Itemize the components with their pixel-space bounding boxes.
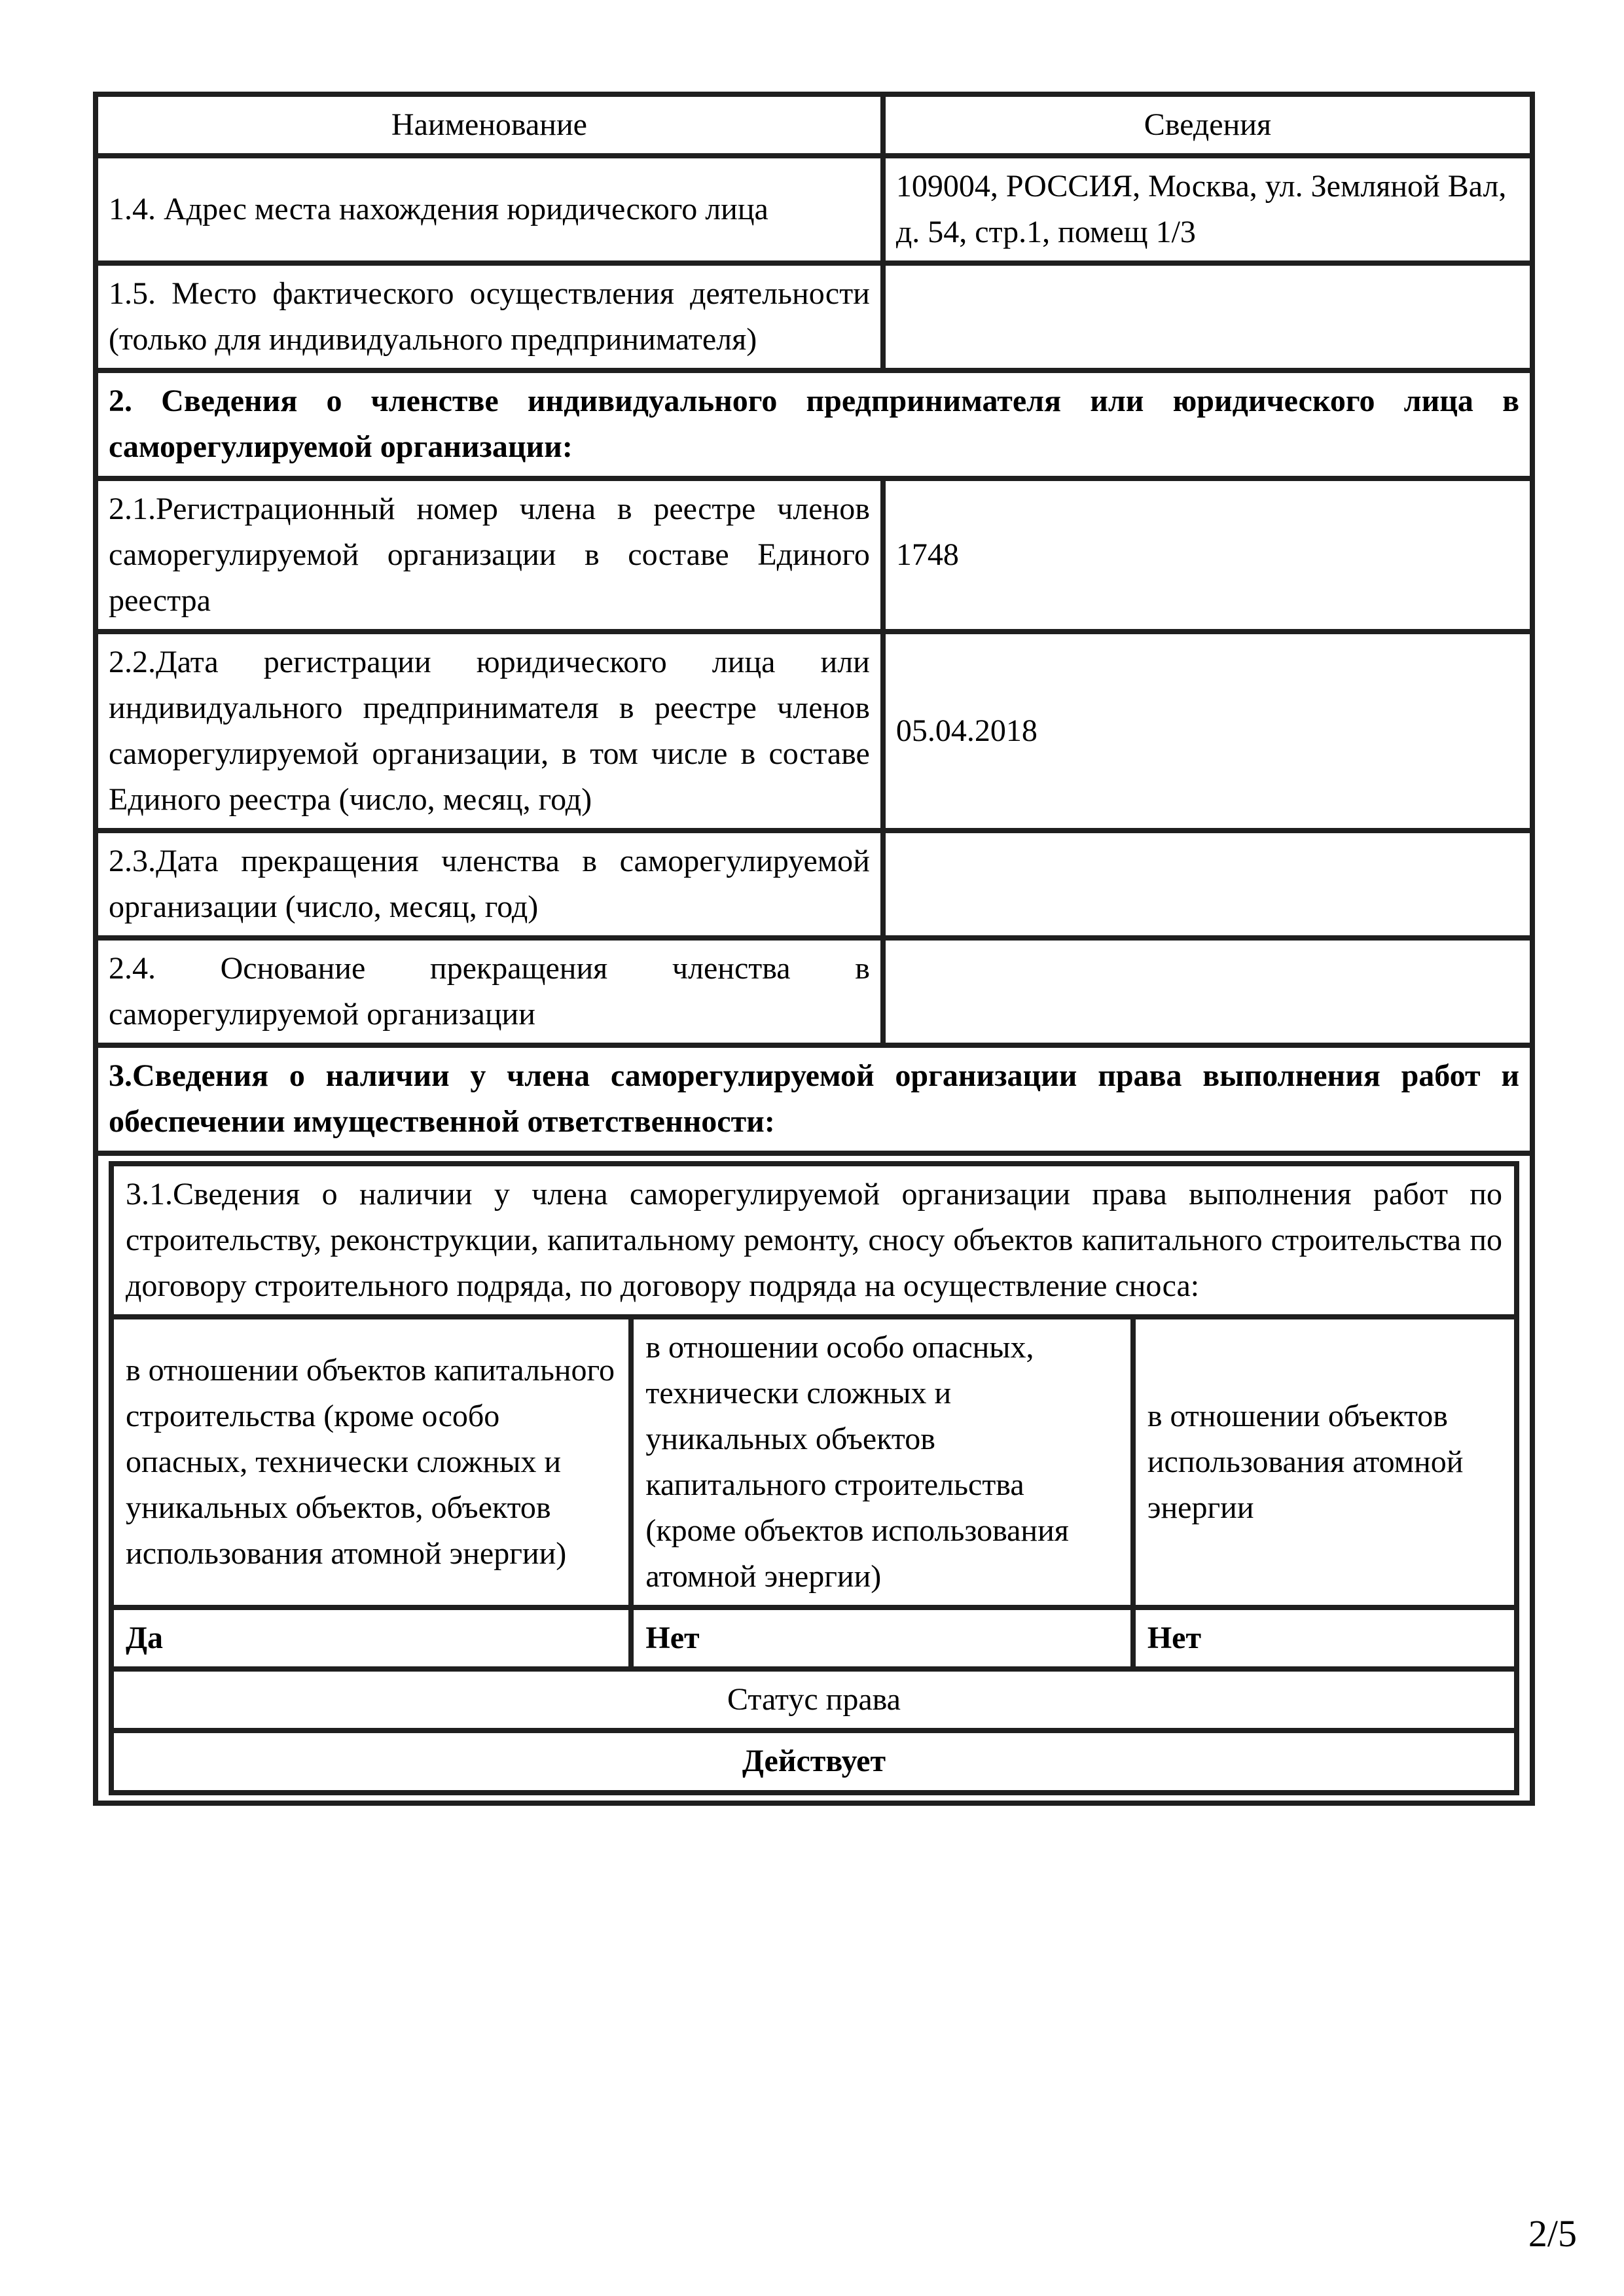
row-1-5-value: [883, 263, 1532, 370]
rights-values-row: [111, 1607, 1517, 1669]
block-3-1-title: 3.1.Сведения о наличии у члена саморегулируемой организации права выполнения работ по строительству, реконструкции, капитальному ремонту, сносу объектов капитального строительства по договору строительного подряда, по договору подряда на осуществление сноса:: [111, 1164, 1517, 1317]
status-value: Действует: [111, 1731, 1517, 1792]
row-2-3-label: 2.3.Дата прекращения членства в саморегулируемой организации (число, месяц, год): [96, 831, 883, 938]
status-value-row: [111, 1731, 1517, 1792]
block-3-1-title-row: [111, 1164, 1517, 1317]
section-3-content-box: [96, 1153, 1532, 1803]
row-1-5-label: 1.5. Место фактического осуществления деятельности (только для индивидуального предпринимателя): [96, 263, 883, 370]
section-2-heading-row: [96, 370, 1532, 478]
rights-table: [109, 1161, 1519, 1795]
status-label-row: [111, 1669, 1517, 1731]
criteria-capital-construction: в отношении объектов капитального строительства (кроме особо опасных, технически сложных и уникальных объектов, объектов использования атомной энергии): [111, 1317, 631, 1607]
row-2-2-value: 05.04.2018: [883, 632, 1532, 831]
value-hazardous-objects: Нет: [631, 1607, 1132, 1669]
criteria-atomic-energy: в отношении объектов использования атомной энергии: [1133, 1317, 1517, 1607]
section-3-content-row: [96, 1153, 1532, 1803]
section-3-heading-row: [96, 1045, 1532, 1153]
criteria-hazardous-objects: в отношении особо опасных, технически сложных и уникальных объектов капитального строительства (кроме объектов использования атомной энергии): [631, 1317, 1132, 1607]
table-header-row: [96, 94, 1532, 156]
column-header-info: Сведения: [883, 94, 1532, 156]
page-number: 2/5: [1528, 2212, 1577, 2255]
section-3-title: 3.Сведения о наличии у члена саморегулируемой организации права выполнения работ и обеспечении имущественной ответственности:: [96, 1045, 1532, 1153]
table-row: [96, 263, 1532, 370]
table-row: [96, 938, 1532, 1045]
rights-criteria-row: [111, 1317, 1517, 1607]
value-capital-construction: Да: [111, 1607, 631, 1669]
table-row: [96, 478, 1532, 632]
row-2-1-value: 1748: [883, 478, 1532, 632]
status-label: Статус права: [111, 1669, 1517, 1731]
registry-table: [93, 92, 1535, 1806]
value-atomic-energy: Нет: [1133, 1607, 1517, 1669]
row-2-4-label: 2.4. Основание прекращения членства в саморегулируемой организации: [96, 938, 883, 1045]
table-row: [96, 831, 1532, 938]
column-header-name: Наименование: [96, 94, 883, 156]
row-2-3-value: [883, 831, 1532, 938]
row-1-4-label: 1.4. Адрес места нахождения юридического лица: [96, 156, 883, 263]
row-1-4-value: 109004, РОССИЯ, Москва, ул. Земляной Вал, д. 54, стр.1, помещ 1/3: [883, 156, 1532, 263]
row-2-1-label: 2.1.Регистрационный номер члена в реестре членов саморегулируемой организации в составе Единого реестра: [96, 478, 883, 632]
table-row: [96, 632, 1532, 831]
section-2-title: 2. Сведения о членстве индивидуального предпринимателя или юридического лица в саморегулируемой организации:: [96, 370, 1532, 478]
row-2-4-value: [883, 938, 1532, 1045]
row-2-2-label: 2.2.Дата регистрации юридического лица или индивидуального предпринимателя в реестре членов саморегулируемой организации, в том числе в составе Единого реестра (число, месяц, год): [96, 632, 883, 831]
table-row: [96, 156, 1532, 263]
